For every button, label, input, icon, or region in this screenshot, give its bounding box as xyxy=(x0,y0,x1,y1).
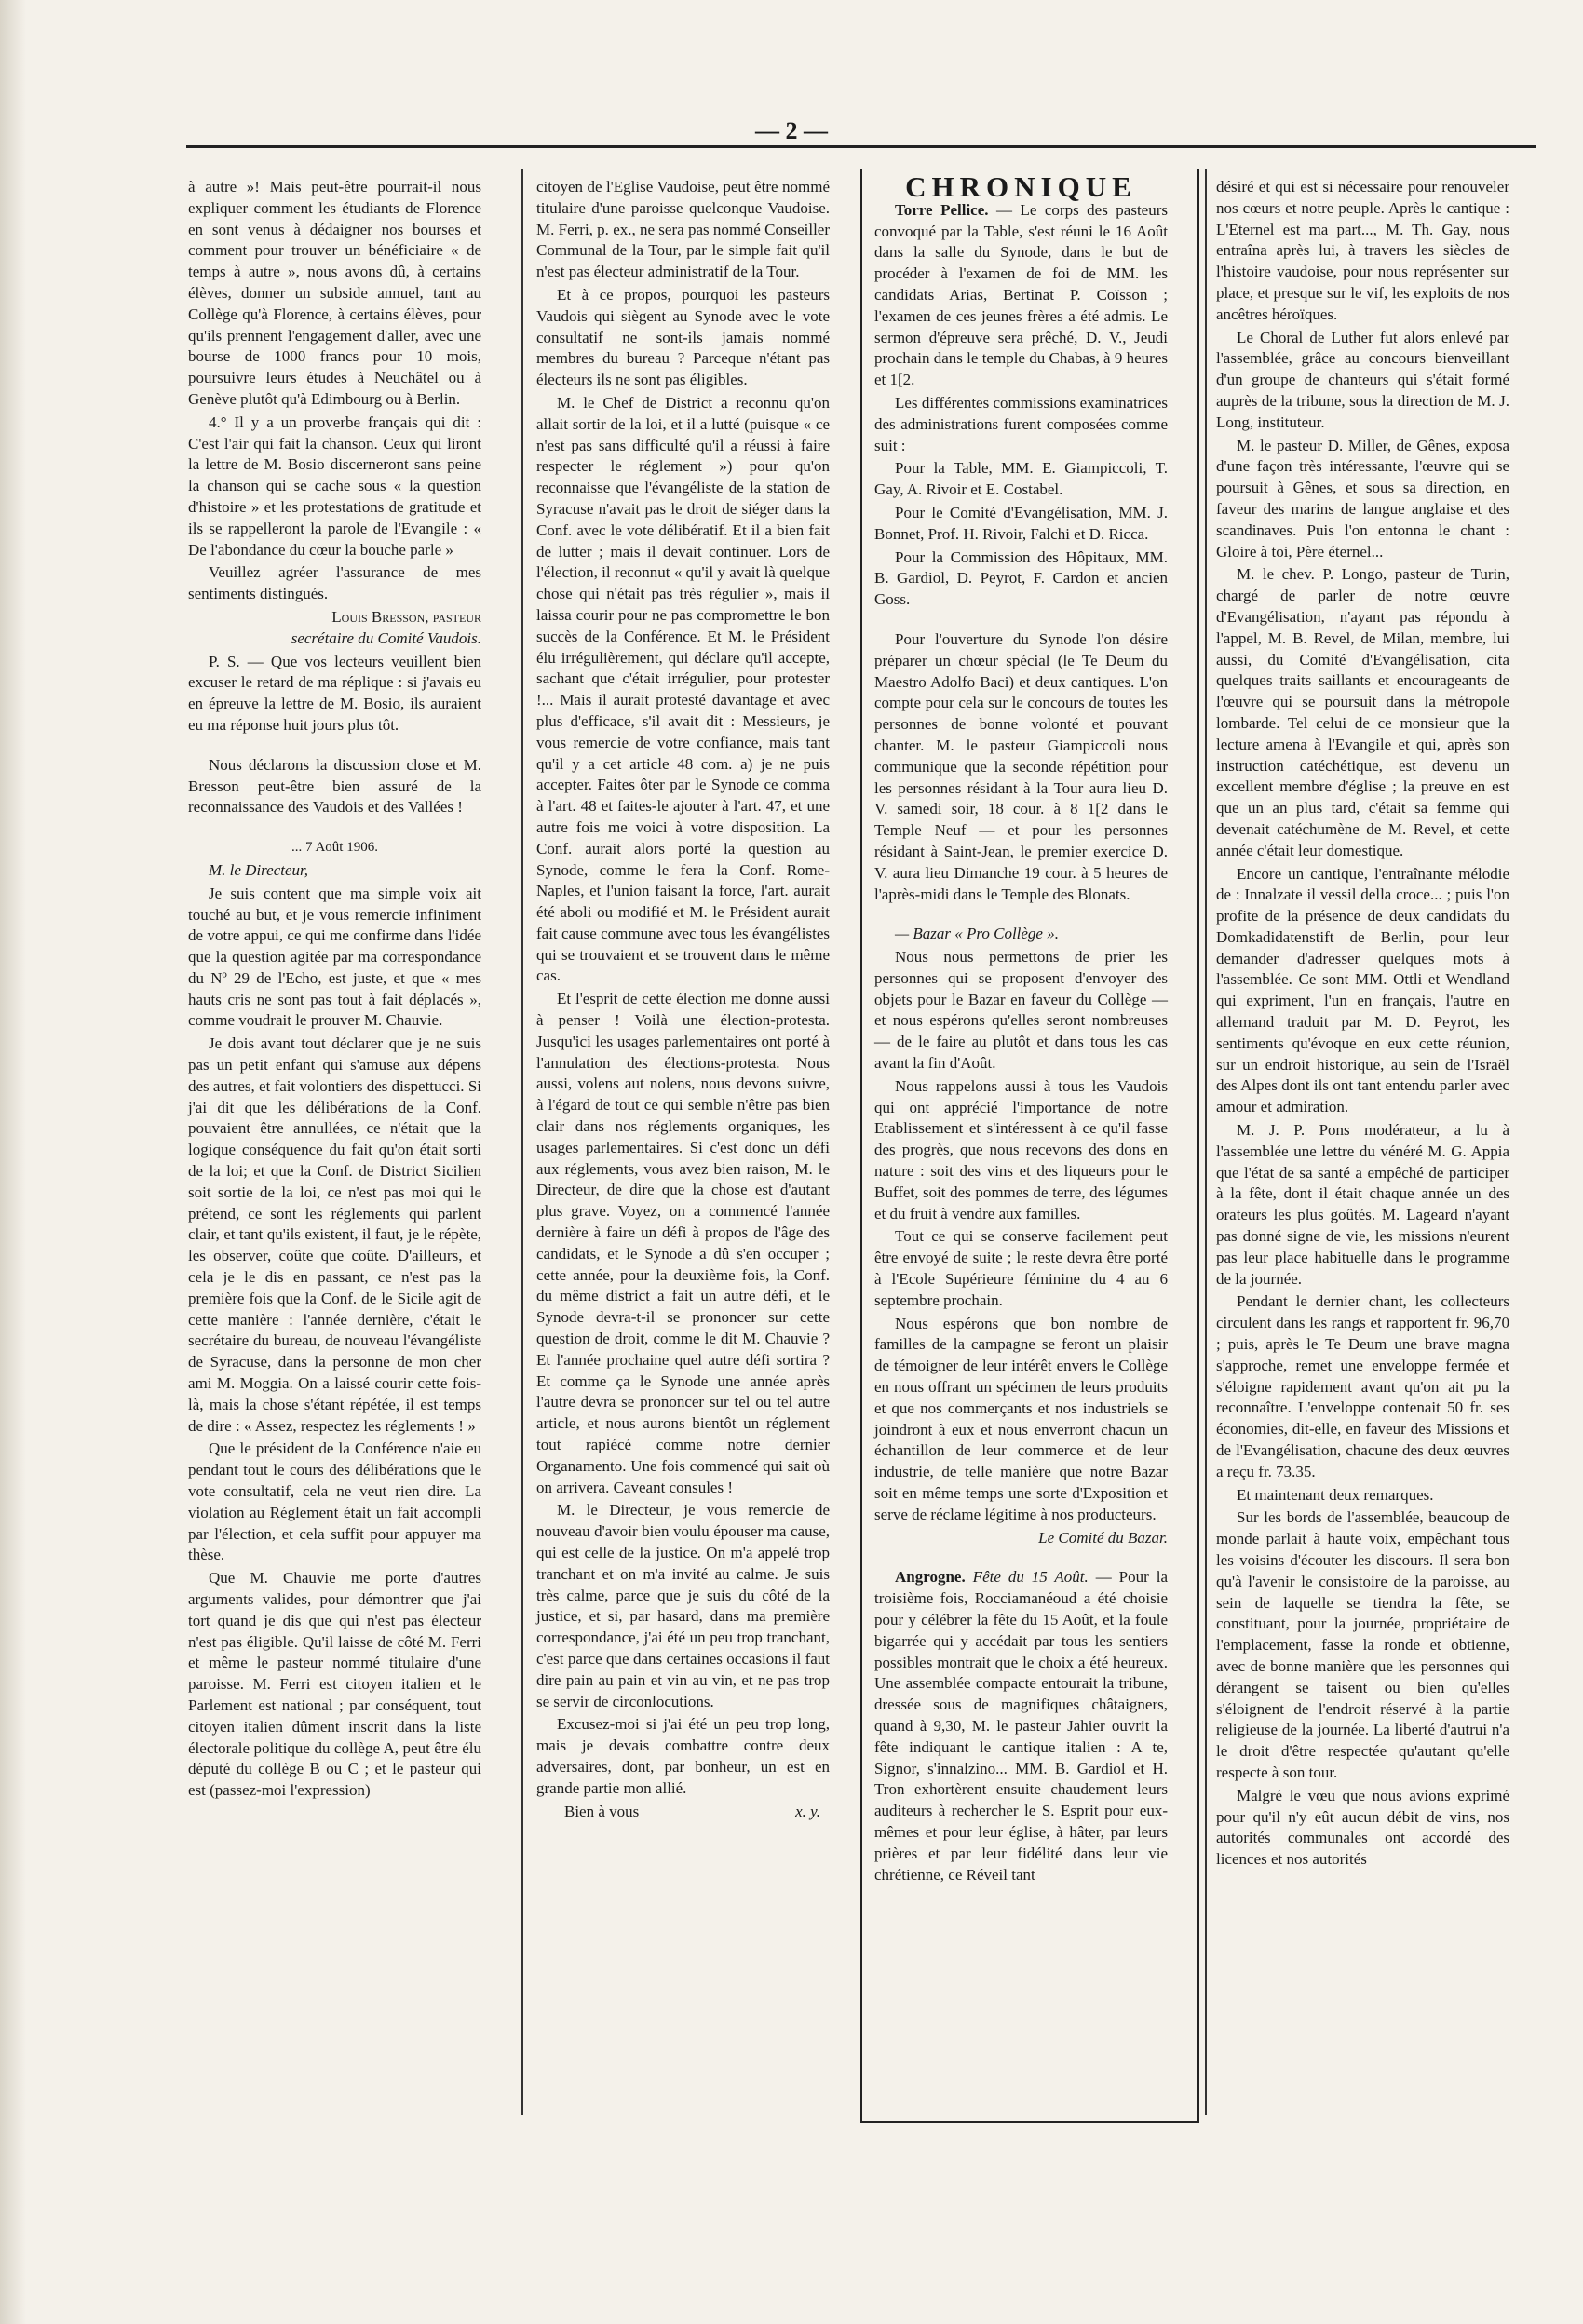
paragraph: Pour l'ouverture du Synode l'on désire préparer un chœur spécial (le Te Deum du Maestro Adolfo Baci) et deux cantiques. L'on compte pour cela sur le concours de toutes les personnes de bonne volonté et pouvant chanter. M. le pasteur Giampiccoli nous communique que la seconde répétition pour les personnes résidant à la Tour aura lieu D. V. samedi soir, 18 cour. à 8 1[2 dans le Temple Neuf — et pour les personnes résidant à Saint-Jean, le premier exercice D. V. aura lieu Dimanche 19 cour. à 5 heures de l'après-midi dans le Temple des Blonats. xyxy=(874,629,1168,903)
paragraph: Le Choral de Luther fut alors enlevé par l'assemblée, grâce au concours bienveillant d'un groupe de chanteurs qui s'était formé auprès de la tribune, sous la direction de M. J. Long, instituteur. xyxy=(1216,328,1509,431)
paragraph: Je suis content que ma simple voix ait touché au but, et je vous remercie infiniment de votre appui, ce qui me confirme dans l'idée que la question agitée par ma correspondance du Nº 29 de l'Echo, est juste, et que « mes hauts cris ne sont pas tout à fait déplacés », comme voudrait le prouver M. Chauvie. xyxy=(188,884,481,1030)
paragraph: M. J. P. Pons modérateur, a lu à l'assemblée une lettre du vénéré M. G. Appia que l'état de sa santé a empêché de participer à la fête, dont il était chaque année un des orateurs les plus goûtés. M. Lageard n'ayant pas donné signe de vie, les missions n'eurent pas leur place habituelle dans le programme de la journée. xyxy=(1216,1121,1509,1288)
paragraph: à autre »! Mais peut-être pourrait-il nous expliquer comment les étudiants de Florence en sont venus à dédaigner nos bourses et comment pour trouver un bénéficiaire « de temps à autre », nous avons dû, à certains élèves, donner un subside annuel, tant au Collège qu'à Florence, à certains élèves, pour qu'ils prennent l'engagement d'aller, avec une bourse de 1000 francs pour 10 mois, poursuivre leurs études à Neuchâtel ou à Genève plutôt qu'à Edimbourg ou à Berlin. xyxy=(188,178,481,408)
place-heading: Angrogne. xyxy=(895,1568,966,1587)
column-3 xyxy=(874,170,1169,1885)
event-subtitle: Fête du 15 Août. xyxy=(965,1568,1089,1587)
paragraph: Que M. Chauvie me porte d'autres arguments valides, pour démontrer que j'ai tort quand je dis que qui n'est pas électeur n'est pas éligible. Qu'il laisse de côté M. Ferri et même le pasteur nommé titulaire d'une paroisse. M. Ferri est citoyen italien et le Parlement est national ; par conséquent, tout citoyen italien dûment inscrit dans la liste électorale politique du collège A, peut être élu député du collège B ou C ; et le pasteur qui est (passez-moi l'expression) xyxy=(188,1569,481,1800)
paragraph: M. le Chef de District a reconnu qu'on allait sortir de la loi, et il a lutté (puisque « ce n'est pas sans difficulté qu'il a réussi à faire respecter le réglement ») pour qu'on reconnaisse que l'évangéliste de la station de Syracuse n'avait pas le droit de siéger dans la Conf. avec le vote délibératif. Et il a bien fait de lutter ; mais il devait continuer. Lors de l'élection, il reconnut « qu'il y avait là quelque chose qui n'était pas très régulier », mais il laissa courir pour ne pas compromettre le bon succès de la Conférence. Et M. le Président élu irrégulièrement, qui déclare qu'il accepte, sachant que c'était irrégulier, pour protester !... Mais il aurait protesté davantage et avec plus d'efficace, s'il avait dit : Messieurs, je vous remercie de votre confiance, mais tant qu'il y a cet article 48 com. a) je ne puis accepter. Faites ôter par le Synode ce comma à l'art. 48 et faites-le ajouter à l'art. 47, et une autre fois me voici à votre disposition. La Conf. aurait alors porté la question au Synode, comme le fera la Conf. Rome-Naples, et l'union faisant la force, l'art. aurait été aboli ou modifié et M. le Président aurait fait cause commune avec tous les évangélistes qui se trouvaient et se trouvent dans le même cas. xyxy=(536,393,830,985)
paragraph: Nous espérons que bon nombre de familles de la campagne se feront un plaisir de témoigner de leur intérêt envers le Collège en nous offrant un spécimen de leurs produits et que nos commerçants et nos industriels se joindront à eux et nous enverront chacun un échantillon de leur commerce et de leur industrie, de telle manière que notre Bazar soit en même temps une sorte d'Exposition et serve de réclame légitime à nos producteurs. xyxy=(874,1314,1168,1523)
scan-edge-shadow xyxy=(0,0,26,2324)
paragraph: Que le président de la Conférence n'aie eu pendant tout le cours des délibérations que le vote consultatif, cela ne veut rien dire. La violation au Réglement était un fait accompli par l'élection, et cela suffit pour appuyer ma thèse. xyxy=(188,1439,481,1564)
postscript: P. S. — Que vos lecteurs veuillent bien excuser le retard de ma réplique : si j'avais eu en épreuve la lettre de M. Bosio, ils auraient eu ma réponse huit jours plus tôt. xyxy=(188,652,481,734)
closing-line xyxy=(536,1802,830,1823)
paragraph: Pour la Table, MM. E. Giampiccoli, T. Gay, A. Rivoir et E. Costabel. xyxy=(874,459,1168,499)
paragraph: Nous rappelons aussi à tous les Vaudois qui ont apprécié l'importance de notre Etablissement et s'intéressent à ce qu'il fasse des progrès, que nous recevons des dons en nature : soit des vins et des liqueurs pour le Buffet, soit des pommes de terre, des légumes et du fruit à vendre aux familles. xyxy=(874,1076,1168,1223)
signature-title: secrétaire du Comité Vaudois. xyxy=(291,628,481,647)
paragraph: Pour la Commission des Hôpitaux, MM. B. Gardiol, D. Peyrot, F. Cardon et ancien Goss. xyxy=(874,547,1168,609)
paragraph-text: — Le corps des pasteurs convoqué par la Table, s'est réuni le 16 Août dans la salle du Synode, dans le but de procéder à l'examen de foi de MM. les candidats Arias, Bertinat P. Coïsson ; l'examen de ces jeunes frères a été admis. Le sermon d'épreuve sera prêché, D. V., Jeudi prochain dans le temple du Chabas, à 9 heures et 1[2. xyxy=(874,200,1168,389)
paragraph: Veuillez agréer l'assurance de mes sentiments distingués. xyxy=(188,563,481,603)
header-rule xyxy=(186,145,1536,148)
place-heading: Torre Pellice. xyxy=(895,200,989,219)
column-divider xyxy=(521,169,523,2115)
paragraph: M. le chev. P. Longo, pasteur de Turin, chargé de parler de notre œuvre d'Evangélisation, n'ayant pas répondu à l'appel, M. B. Revel, de Milan, membre, lui aussi, du Comité d'Evangélisation, cita quelques traits saillants et encourageants de l'œuvre qui se poursuit dans la métropole lombarde. Tel celui de ce monsieur que la lecture amena à l'Evangile et qui, après son instruction catéchétique, est devenu un excellent membre d'église ; la preuve en est que un an plus tard, c'était sa femme qui devenait catéchumène de M. Revel, et cette année c'était leur domestique. xyxy=(1216,565,1509,859)
paragraph: Pendant le dernier chant, les collecteurs circulent dans les rangs et rapportent fr. 96,70 ; puis, après le Te Deum une brave magna s'approche, remet une enveloppe fermée et s'éloigne rapidement avant qu'on ait pu la reconnaître. L'enveloppe contenait 50 fr. ses économies, dit-elle, en faveur des Missions et de l'Evangélisation, chacune des deux œuvres a reçu fr. 73.35. xyxy=(1216,1292,1509,1480)
bazar-signature: Le Comité du Bazar. xyxy=(1038,1528,1168,1547)
paragraph: Tout ce qui se conserve facilement peut être envoyé de suite ; le reste devra être porté à l'Ecole Supérieure féminine du 4 au 6 septembre prochain. xyxy=(874,1227,1168,1309)
paragraph: Les différentes commissions examinatrices des administrations furent composées comme suit : xyxy=(874,393,1168,454)
page-number: — 2 — xyxy=(755,117,828,144)
paragraph: Et l'esprit de cette élection me donne aussi à penser ! Voilà une élection-protesta. Jusqu'ici les usages parlementaires ont porté à l'annulation des élections-protesta. Nous aussi, volens aut nolens, nous devons suivre, à l'égard de tout ce qui semble n'être pas bien clair dans nos réglements organiques, les usages parlementaires. Si c'est donc un défi aux réglements, vous avez bien raison, M. le Directeur, de dire que la chose est d'autant plus grave. Voyez, on a commencé l'année dernière à faire un défi à propos de l'âge des candidats, et le Synode a dû s'en occuper ; cette année, pour la deuxième fois, la Conf. du même district a fait un autre défi, et le Synode devra-t-il se prononcer sur cette question de droit, comme le dit M. Chauvie ? Et l'année prochaine quel autre défi sortira ? Et comme ça le Synode une année après l'autre devra se prononcer sur tel ou tel autre article, et nous aurons bientôt un réglement tout rapiécé comme notre dernier Organamento. Une fois commencé qui sait où on arrivera. Caveant consules ! xyxy=(536,990,830,1496)
paragraph: Nous déclarons la discussion close et M. Bresson peut-être bien assuré de la reconnaissance des Vaudois et des Vallées ! xyxy=(188,755,481,817)
column-4 xyxy=(1216,177,1509,1871)
paragraph xyxy=(874,1567,1168,1885)
column-2 xyxy=(536,177,830,1822)
closing-signature: x. y. xyxy=(795,1802,820,1820)
paragraph: Encore un cantique, l'entraînante mélodie de : Innalzate il vessil della croce... ; puis l'on profite de la présence de deux candidats du Domkadidatenstift de Berlin, pour leur demander d'adresser quelques mots à l'assemblée. Ce sont MM. Ottli et Wendland qui expriment, l'un en français, l'autre en allemand traduit par M. D. Peyrot, les sentiments qu'évoque en eux cette réunion, sur un endroit historique, au sein de l'Israël des Alpes dont ils ont tant entendu parler avec amour et admiration. xyxy=(1216,864,1509,1116)
paragraph-text: — Pour la troisième fois, Rocciamanéoud a été choisie pour y célébrer la fête du 15 Août, et la foule bigarrée qui y accédait par tous les sentiers possibles montrait que le choix a été heureux. Une assemblée compacte entourait la tribune, dressée sous de magnifiques châtaigners, quand à 9,30, M. le pasteur Jahier ouvrit la fête indiquant le cantique italien : A te, Signor, s'innalzino... MM. B. Gardiol et H. Tron exhortèrent ensuite chaudement leurs auditeurs à rechercher le S. Esprit pour eux-mêmes et pour leur église, à hâter, par leurs prières et par leur fidélité dans leur vie chrétienne, ce Réveil tant xyxy=(874,1568,1169,1884)
paragraph: Je dois avant tout déclarer que je ne suis pas un petit enfant qui s'amuse aux dépens des autres, et fait volontiers des dispettucci. Si j'ai dit que les délibérations de la Conf. pouvaient être annullées, ce n'était que la logique conséquence du fait qu'on était sorti de la loi; et que la Conf. de District Sicilien soit sortie de la loi, ce n'est pas moi qui le prétend, ce sont les réglements qui parlent clair, et tant qu'ils existent, il faut, je le répète, les observer, coûte que coûte. D'ailleurs, et cela je le dis en passant, ce n'est pas la première fois que la Conf. de le Sicile agit de cette manière : l'année dernière, c'était le secrétaire du bureau, de nouveau l'évangéliste de Syracuse, dans la personne de mon cher ami M. Moggia. On a laissé courir cette fois-là, mais la chose s'étant répétée, il est temps de dire : « Assez, respectez les réglements ! » xyxy=(188,1034,481,1435)
paragraph: Nous nous permettons de prier les personnes qui se proposent d'envoyer des objets pour le Bazar en faveur du Collège — et nous espérons qu'elles seront nombreuses — de le faire au plutôt et dans tous les cas avant la fin d'Août. xyxy=(874,948,1168,1073)
paragraph: 4.° Il y a un proverbe français qui dit : C'est l'air qui fait la chanson. Ceux qui liront la lettre de M. Bosio discerneront sans peine la chanson qui se cache sous « la question d'histoire » et les protestations de gratitude et ils se rappelleront la parole de l'Evangile : « De l'abondance du cœur la bouche parle » xyxy=(188,412,481,559)
paragraph: désiré et qui est si nécessaire pour renouveler nos cœurs et notre peuple. Après le cantique : L'Eternel est ma part..., M. Th. Gay, nous entraîna après lui, à travers les siècles de l'histoire vaudoise, pour nous représenter sur place, et presque sur le vif, les exploits de nos ancêtres héroïques. xyxy=(1216,178,1509,323)
paragraph: Et à ce propos, pourquoi les pasteurs Vaudois qui siègent au Synode avec le vote consultatif ne sont-ils jamais nommé membres du bureau ? Parceque n'étant pas électeurs ils ne sont pas éligibles. xyxy=(536,285,830,389)
subsection-heading: — Bazar « Pro Collège ». xyxy=(895,925,1059,943)
paragraph: Et maintenant deux remarques. xyxy=(1237,1485,1434,1504)
paragraph: Sur les bords de l'assemblée, beaucoup de monde parlait à haute voix, empêchant tous les voisins d'écouter les discours. Il sera bon qu'à l'avenir le consistoire de la paroisse, au sein de laquelle se tiendra la fête, se constituant, pour la journée, propriétaire de l'emplacement, fasse la ronde et obtienne, avec de bonne manière que les personnes qui dérangent se taisent ou bien qu'elles s'éloignent de l'endroit réservé à la partie religieuse de la journée. La liberté d'autrui n'a le droit d'être respectée qu'autant qu'elle respecte à son tour. xyxy=(1216,1508,1509,1781)
section-heading: CHRONIQUE xyxy=(905,170,1137,203)
paragraph: Pour le Comité d'Evangélisation, MM. J. Bonnet, Prof. H. Rivoir, Falchi et D. Ricca. xyxy=(874,503,1168,543)
paragraph: citoyen de l'Eglise Vaudoise, peut être nommé titulaire d'une paroisse quelconque Vaudoise. M. Ferri, p. ex., ne sera pas nommé Conseiller Communal de la Tour, par le simple fait qu'il n'est pas électeur administratif de la Tour. xyxy=(536,178,830,281)
column-1 xyxy=(188,177,481,1802)
column-divider xyxy=(1205,169,1207,2115)
dateline: ... 7 Août 1906. xyxy=(291,840,378,856)
paragraph: M. le pasteur D. Miller, de Gênes, exposa d'une façon très intéressante, l'œuvre qui se poursuit à Gênes, et sous sa direction, en faveur des marins de langue anglaise et des scandinaves. Puis l'on entonna le chant : Gloire à toi, Père éternel... xyxy=(1216,436,1509,561)
paragraph: Excusez-moi si j'ai été un peu trop long, mais je devais combattre contre deux adversaires, dont, par bonheur, un est en grande partie mon allié. xyxy=(536,1715,830,1797)
closing-text: Bien à vous xyxy=(564,1802,640,1820)
salutation: M. le Directeur, xyxy=(209,860,309,879)
paragraph: Malgré le vœu que nous avions exprimé pour qu'il n'y eût aucun débit de vins, nos autorités communales ont accordé des licences et nos autorités xyxy=(1216,1786,1509,1869)
signature-name: Louis Bresson, pasteur xyxy=(331,607,481,626)
paragraph xyxy=(874,200,1168,391)
paragraph: M. le Directeur, je vous remercie de nouveau d'avoir bien voulu épouser ma cause, qui est celle de la justice. On m'a appelé trop tranchant et on m'a invité au calme. Je suis très calme, parce que je suis du côté de la justice, et si, par hasard, dans ma première correspondance, j'ai été un peu trop tranchant, c'est parce que dans certaines occasions il faut dire pain au pain et vin au vin, et ne pas trop se servir de circonlocutions. xyxy=(536,1501,830,1710)
